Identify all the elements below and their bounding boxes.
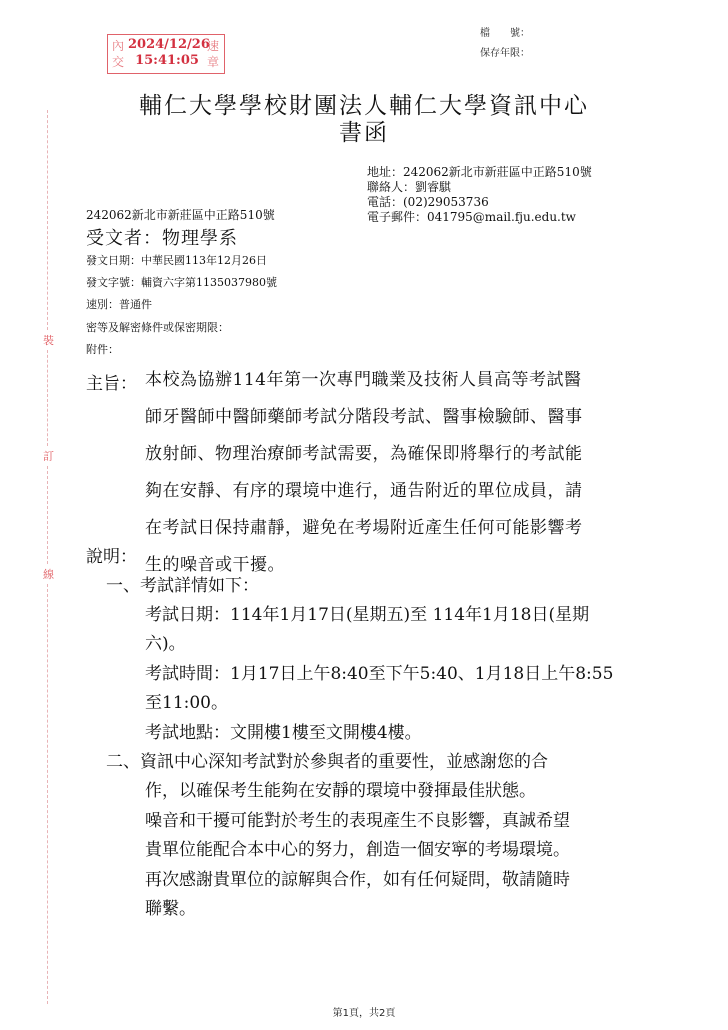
speed: 速別：普通件 [86, 298, 152, 311]
issue-date: 發文日期：中華民國113年12月26日 [86, 254, 267, 267]
issue-number: 發文字號：輔資六字第1135037980號 [86, 276, 277, 289]
page-number: 第1頁，共2頁 [332, 1008, 396, 1019]
stamp-left-chars: 內 交 [112, 39, 125, 69]
binding-line-mid1 [47, 350, 48, 446]
subject-text [145, 365, 583, 580]
sender-contact: 聯絡人：劉睿騏 [367, 180, 452, 194]
binding-line-bottom [47, 584, 48, 1004]
confidentiality: 密等及解密條件或保密期限： [86, 321, 229, 334]
item2-line: 貴單位能配合本中心的努力，創造一個安寧的考場環境。 [145, 840, 570, 860]
archive-number-label: 檔 號： [480, 28, 530, 39]
item2-line: 聯繫。 [145, 899, 196, 919]
item1-label: 一、考試詳情如下： [106, 576, 259, 596]
retention-label: 保存年限： [480, 48, 530, 59]
item2-line: 再次感謝貴單位的諒解與合作，如有任何疑問，敬請隨時 [145, 870, 570, 890]
org-title: 輔仁大學學校財團法人輔仁大學資訊中心 [139, 93, 589, 119]
explanation-label: 說明： [86, 547, 137, 567]
exam-time-line: 考試時間：1月17日上午8:40至下午5:40、1月18日上午8:55 [145, 664, 614, 684]
subject-line: 在考試日保持肅靜，避免在考場附近產生任何可能影響考 [145, 518, 583, 538]
binding-mark-3: 線 [43, 568, 54, 581]
recipient-address: 242062新北市新莊區中正路510號 [86, 208, 275, 222]
stamp-date: 2024/12/26 [128, 37, 210, 52]
subject-label: 主旨： [86, 374, 137, 394]
sender-phone: 電話：(02)29053736 [367, 195, 489, 209]
sender-address: 地址：242062新北市新莊區中正路510號 [367, 165, 592, 179]
exam-place-line: 考試地點：文開樓1樓至文開樓4樓。 [145, 723, 422, 743]
exam-date-line: 六)。 [145, 634, 186, 654]
subject-line: 夠在安靜、有序的環境中進行，通告附近的單位成員，請 [145, 481, 583, 501]
subject-line: 放射師、物理治療師考試需要，為確保即將舉行的考試能 [145, 444, 583, 464]
item2-line: 噪音和干擾可能對於考生的表現產生不良影響，真誠希望 [145, 811, 570, 831]
binding-mark-2: 訂 [43, 450, 54, 463]
item2-line: 二、資訊中心深知考試對於參與者的重要性，並感謝您的合 [106, 752, 548, 772]
subject-line: 本校為協辦114年第一次專門職業及技術人員高等考試醫 [145, 370, 582, 390]
item2-line: 作，以確保考生能夠在安靜的環境中發揮最佳狀態。 [145, 781, 536, 801]
stamp-right-chars: 速 章 [207, 39, 220, 69]
exam-date-line: 考試日期：114年1月17日(星期五)至 114年1月18日(星期 [145, 605, 590, 625]
stamp-time: 15:41:05 [135, 53, 199, 68]
receipt-stamp [107, 34, 225, 74]
binding-line-mid2 [47, 466, 48, 564]
subject-line: 生的噪音或干擾。 [145, 555, 285, 575]
stamp-datetime [128, 37, 210, 69]
sender-email: 電子郵件：041795@mail.fju.edu.tw [367, 210, 576, 224]
binding-line-top [47, 110, 48, 330]
exam-time-line: 至11:00。 [145, 693, 228, 713]
recipient: 受文者：物理學系 [86, 228, 238, 249]
binding-mark-1: 裝 [43, 334, 54, 347]
attachment: 附件： [86, 343, 119, 356]
sender-info [367, 165, 592, 225]
subject-line: 師牙醫師中醫師藥師考試分階段考試、醫事檢驗師、醫事 [145, 407, 583, 427]
doc-type: 書函 [339, 120, 389, 146]
